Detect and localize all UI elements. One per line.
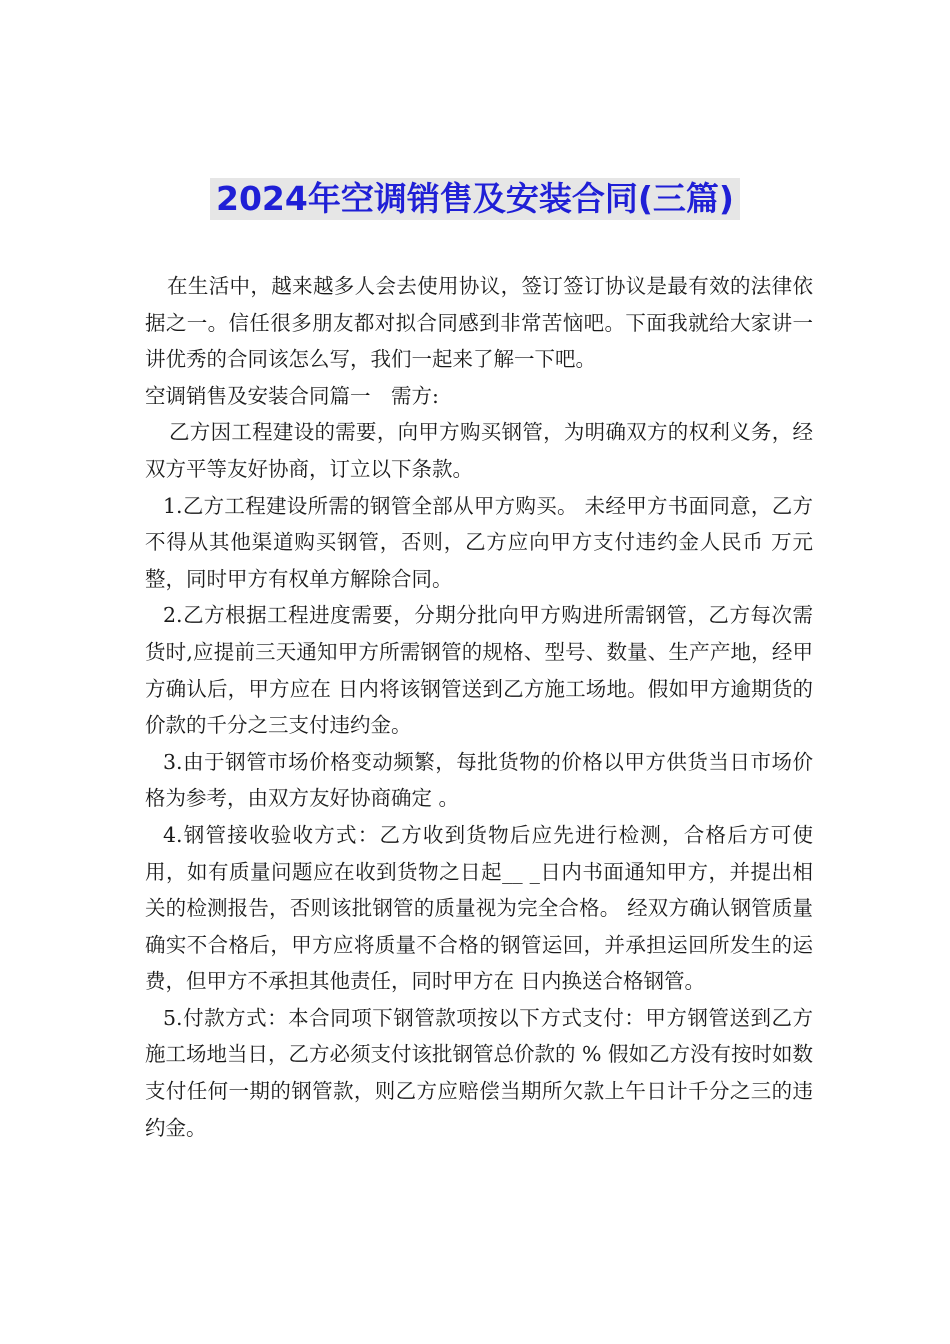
clause-1: 1.乙方工程建设所需的钢管全部从甲方购买。 未经甲方书面同意，乙方不得从其他渠道购买钢管，否则，乙方应向甲方支付违约金人民币 万元整，同时甲方有权单方解除合同。 — [145, 493, 813, 591]
intro-paragraph: 在生活中，越来越多人会去使用协议，签订签订协议是最有效的法律依据之一。信任很多朋友都对拟合同感到非常苦恼吧。下面我就给大家讲一讲优秀的合同该怎么写，我们一起来了解一下吧。 — [145, 274, 813, 372]
clause-4: 4.钢管接收验收方式：乙方收到货物后应先进行检测，合格后方可使用，如有质量问题应在收到货物之日起__ _日内书面通知甲方，并提出相关的检测报告，否则该批钢管的质量视为完全合格。 经双方确认钢管质量确实不合格后，甲方应将质量不合格的钢管运回，并承担运回所发生的运费，但甲方不承担其他责任，同时甲方在 日内换送合格钢管。 — [145, 822, 813, 994]
section-heading: 空调销售及安装合同篇一 需方: — [145, 383, 439, 408]
document-body — [145, 268, 813, 1146]
clause-2: 2.乙方根据工程进度需要，分期分批向甲方购进所需钢管，乙方每次需货时,应提前三天通知甲方所需钢管的规格、型号、数量、生产产地，经甲方确认后，甲方应在 日内将该钢管送到乙方施工场地。假如甲方逾期货的价款的千分之三支付违约金。 — [145, 603, 813, 738]
preamble-paragraph: 乙方因工程建设的需要，向甲方购买钢管，为明确双方的权利义务，经双方平等友好协商，订立以下条款。 — [145, 420, 813, 481]
title-wrapper — [0, 178, 950, 220]
document-title: 2024年空调销售及安装合同(三篇) — [210, 178, 740, 220]
clause-5: 5.付款方式：本合同项下钢管款项按以下方式支付：甲方钢管送到乙方施工场地当日，乙方必须支付该批钢管总价款的 % 假如乙方没有按时如数支付任何一期的钢管款，则乙方应赔偿当期所欠款上午日计千分之三的违约金。 — [145, 1005, 814, 1140]
clause-3: 3.由于钢管市场价格变动频繁，每批货物的价格以甲方供货当日市场价格为参考，由双方友好协商确定 。 — [145, 749, 813, 811]
